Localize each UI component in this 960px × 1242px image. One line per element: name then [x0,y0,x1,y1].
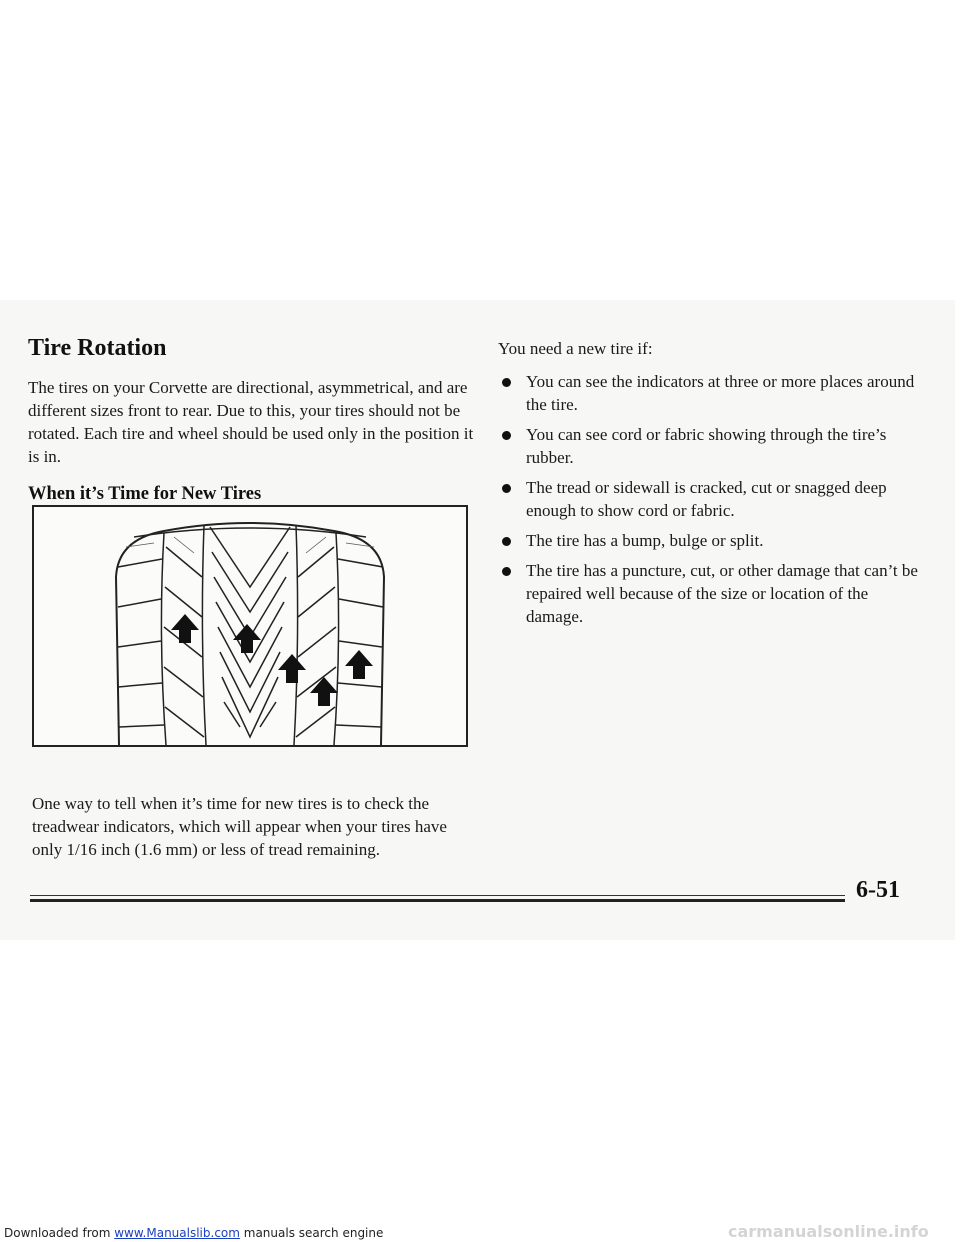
new-tire-lead: You need a new tire if: [498,339,653,358]
treadwear-caption-block [32,792,472,861]
list-item-text: You can see the indicators at three or more places around the tire. [526,372,915,414]
list-item [498,529,918,552]
treadwear-indicator-illustration [32,505,468,747]
bullet-icon [502,537,511,546]
download-banner [4,1226,383,1240]
footer-rule [30,895,845,902]
list-item [498,423,918,469]
footer-rule-thick [30,899,845,902]
tire-tread-drawing [34,507,466,745]
manualslib-link[interactable]: www.Manualslib.com [114,1226,240,1240]
footer-rule-thin [30,895,845,896]
list-item [498,559,918,628]
list-item-text: You can see cord or fabric showing through the tire’s rubber. [526,425,887,467]
left-column [28,335,478,505]
banner-suffix: manuals search engine [239,1226,384,1240]
bullet-icon [502,378,511,387]
tire-rotation-paragraph: The tires on your Corvette are directional, asymmetrical, and are different sizes front to rear. Due to this, your tires should not be rotated. Each tire and wheel should be used only in the position it is in. [28,378,474,466]
list-item [498,370,918,416]
new-tires-subtitle: When it’s Time for New Tires [28,484,262,504]
treadwear-indicator-arrows [171,614,373,706]
list-item-text: The tread or sidewall is cracked, cut or snagged deep enough to show cord or fabric. [526,478,887,520]
bullet-icon [502,484,511,493]
treadwear-caption: One way to tell when it’s time for new tires is to check the treadwear indicators, which will appear when your tires have only 1/16 inch (1.6 mm) or less of tread remaining. [32,794,447,859]
list-item [498,476,918,522]
list-item-text: The tire has a bump, bulge or split. [526,531,764,550]
bullet-icon [502,567,511,576]
list-item-text: The tire has a puncture, cut, or other damage that can’t be repaired well because of the size or location of the damage. [526,561,918,626]
bullet-icon [502,431,511,440]
section-title: Tire Rotation [28,335,167,361]
page-number: 6-51 [856,877,900,903]
banner-prefix: Downloaded from [4,1226,115,1240]
right-column [498,337,918,635]
watermark: carmanualsonline.info [728,1222,929,1241]
new-tire-conditions-list [498,370,918,628]
